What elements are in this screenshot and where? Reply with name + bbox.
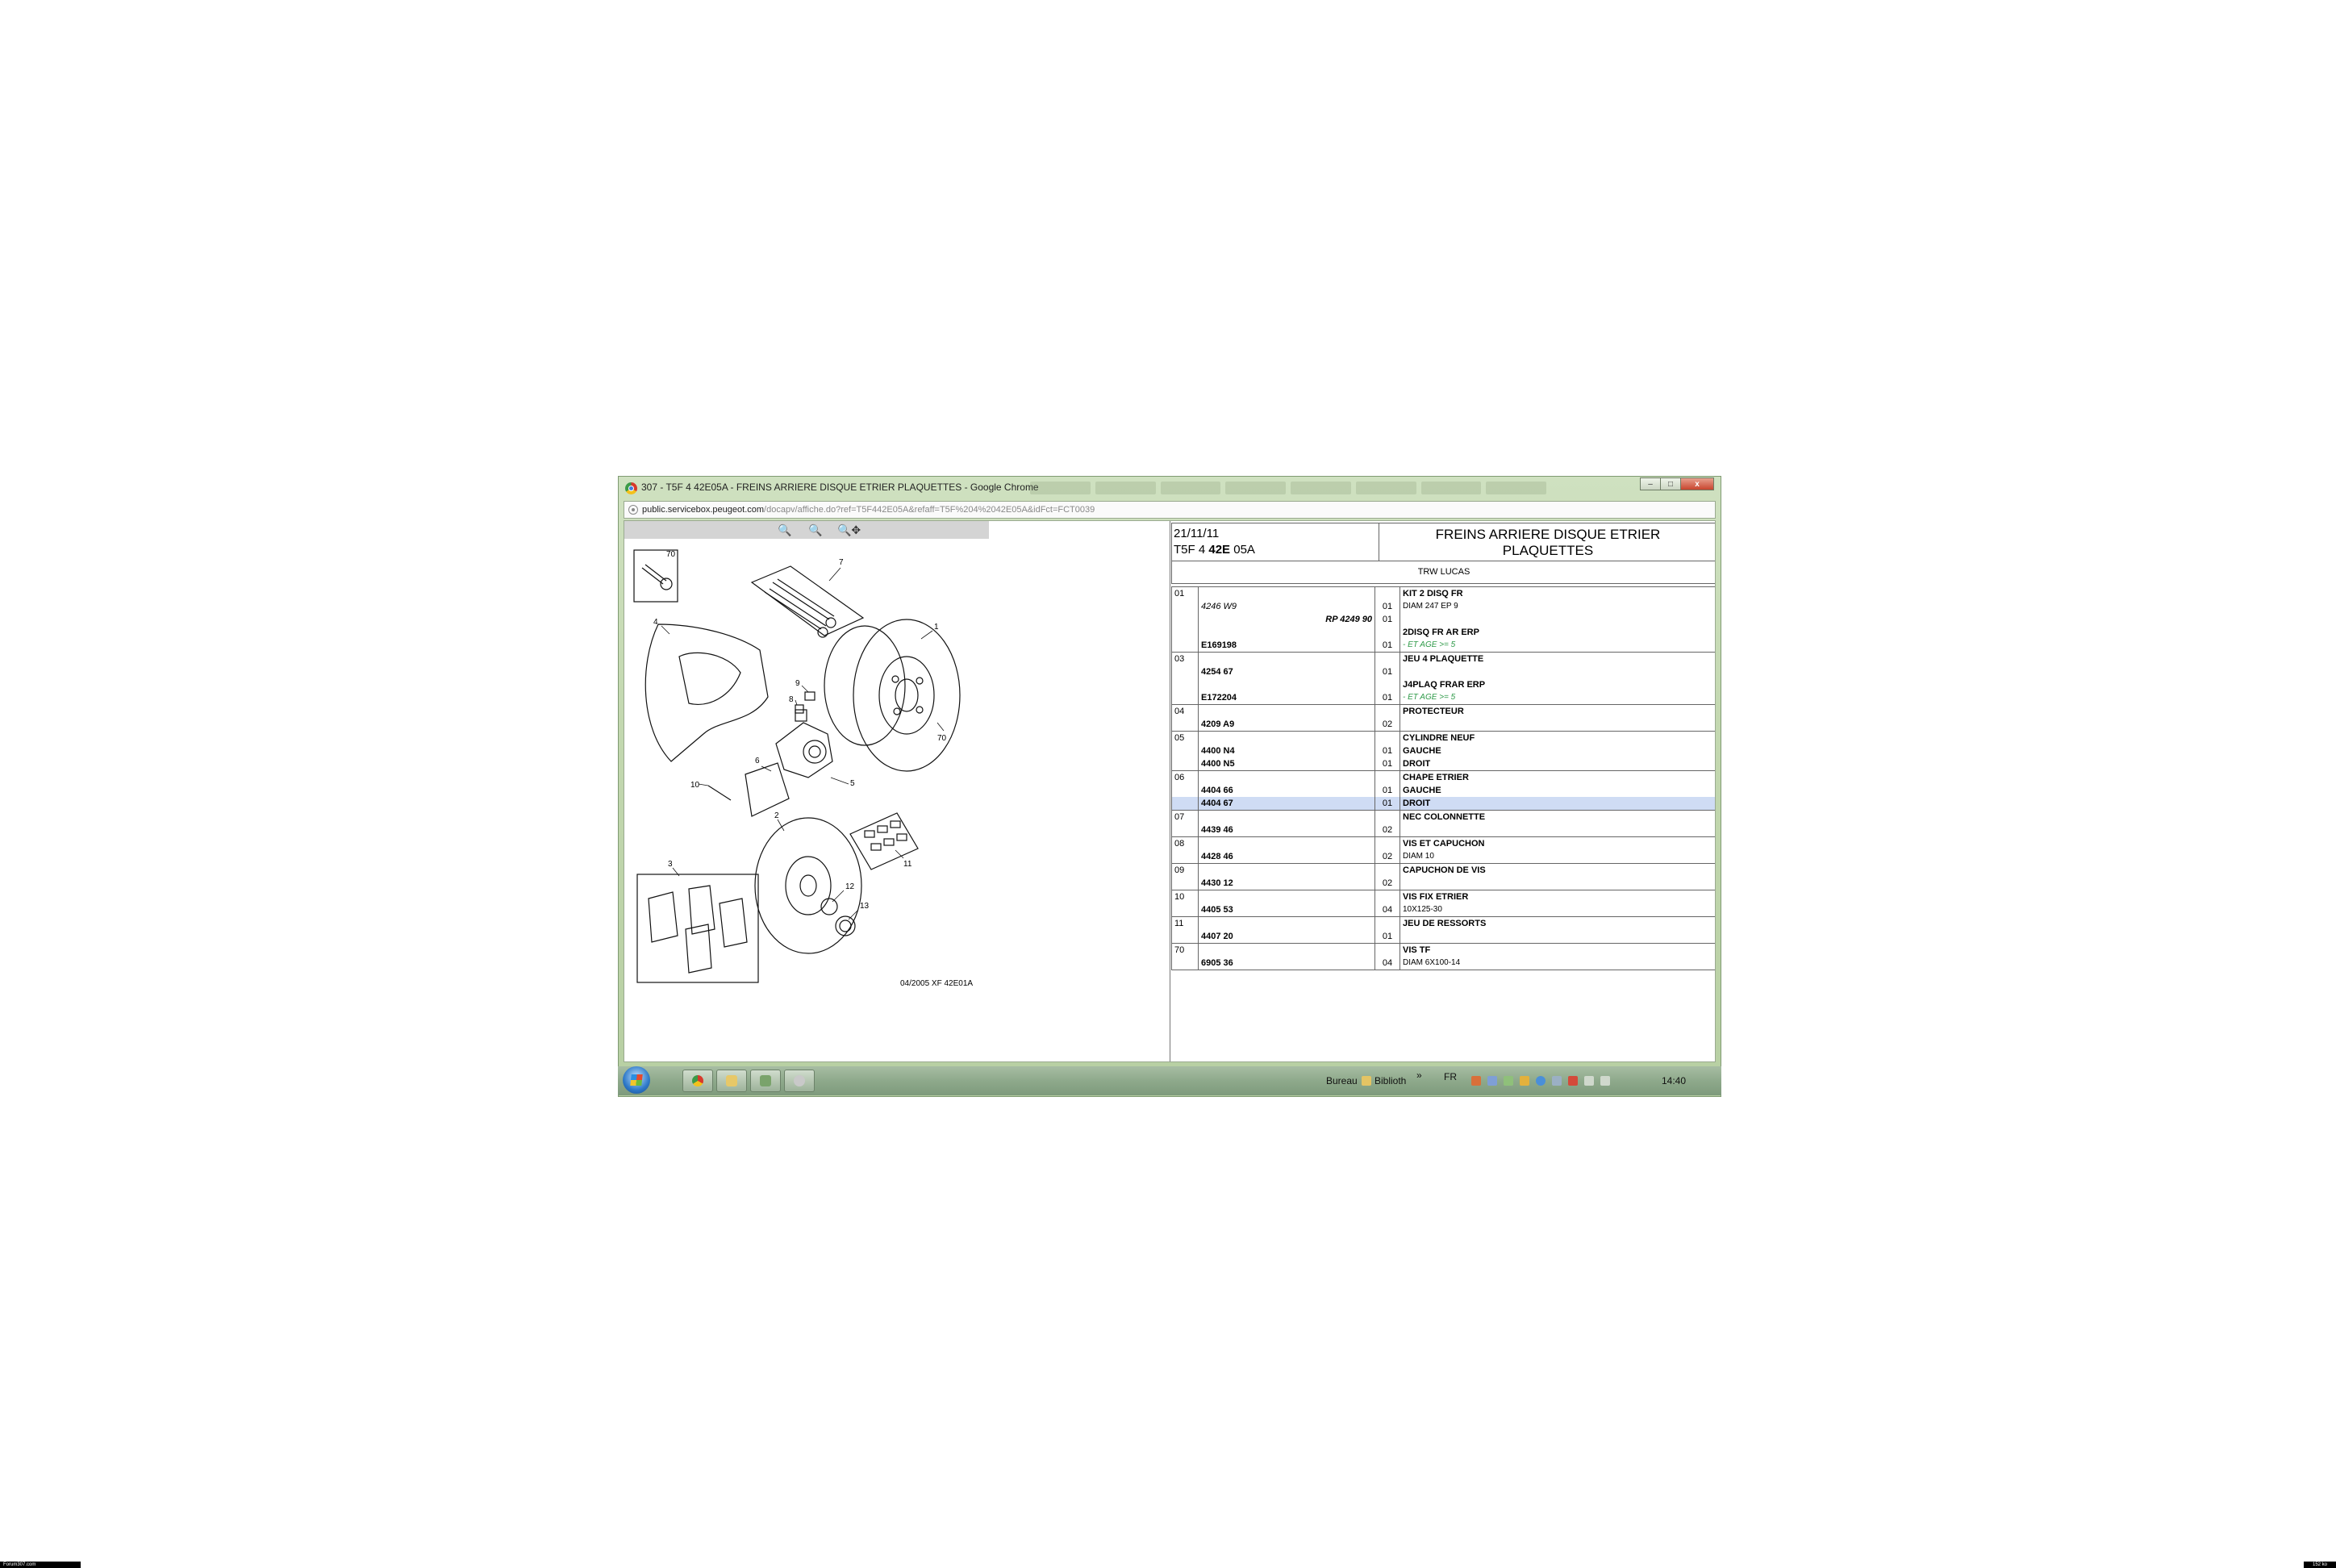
zoom-out-icon[interactable]: 🔍 bbox=[808, 523, 823, 536]
tray-monitor-icon[interactable] bbox=[1584, 1076, 1594, 1086]
callout-2: 2 bbox=[774, 811, 779, 820]
part-quantity: 02 bbox=[1375, 718, 1400, 732]
part-quantity: 01 bbox=[1375, 691, 1400, 705]
item-number: 70 bbox=[1172, 944, 1199, 957]
app-icon bbox=[760, 1075, 771, 1086]
callout-7: 7 bbox=[839, 558, 844, 567]
tray-user-icon[interactable] bbox=[1520, 1076, 1529, 1086]
title-line-2: PLAQUETTES bbox=[1502, 543, 1594, 558]
bolt-kit-box bbox=[752, 566, 863, 636]
table-row[interactable] bbox=[1172, 890, 1717, 904]
part-quantity: 02 bbox=[1375, 824, 1400, 837]
part-quantity bbox=[1375, 653, 1400, 666]
item-number: 05 bbox=[1172, 732, 1199, 745]
table-row[interactable] bbox=[1172, 757, 1717, 771]
window-controls bbox=[1641, 477, 1714, 490]
part-reference bbox=[1199, 771, 1375, 785]
item-number bbox=[1172, 903, 1199, 917]
part-reference: 4209 A9 bbox=[1199, 718, 1375, 732]
tray-app-icon[interactable] bbox=[1471, 1076, 1481, 1086]
part-description: PROTECTEUR bbox=[1400, 705, 1717, 719]
item-number: 08 bbox=[1172, 837, 1199, 851]
item-number: 11 bbox=[1172, 917, 1199, 931]
item-number bbox=[1172, 930, 1199, 944]
part-description bbox=[1400, 930, 1717, 944]
part-reference bbox=[1199, 864, 1375, 878]
item-number bbox=[1172, 691, 1199, 705]
part-reference: 4407 20 bbox=[1199, 930, 1375, 944]
watermark-right: 152 ko bbox=[2304, 1562, 2336, 1568]
toolbar-biblioth[interactable]: Biblioth bbox=[1374, 1075, 1407, 1086]
item-number bbox=[1172, 613, 1199, 626]
table-row[interactable] bbox=[1172, 691, 1717, 705]
table-row[interactable] bbox=[1172, 653, 1717, 666]
header-date: 21/11/11 bbox=[1174, 527, 1220, 540]
disc-1-drawing bbox=[824, 619, 960, 771]
part-quantity bbox=[1375, 811, 1400, 824]
taskbar-settings-button[interactable] bbox=[784, 1070, 815, 1092]
browser-window bbox=[618, 476, 1721, 1097]
part-quantity bbox=[1375, 678, 1400, 691]
part-reference: 4405 53 bbox=[1199, 903, 1375, 917]
header-reference bbox=[1174, 543, 1255, 557]
toolbar-overflow-chevron[interactable]: » bbox=[1416, 1070, 1422, 1081]
maximize-button[interactable]: □ bbox=[1660, 477, 1681, 490]
part-description: KIT 2 DISQ FR bbox=[1400, 587, 1717, 601]
part-description bbox=[1400, 824, 1717, 837]
url-host: public.servicebox.peugeot.com bbox=[642, 505, 765, 515]
part-description: CAPUCHON DE VIS bbox=[1400, 864, 1717, 878]
item-number bbox=[1172, 824, 1199, 837]
table-row[interactable] bbox=[1172, 665, 1717, 678]
table-row[interactable] bbox=[1172, 718, 1717, 732]
part-reference: 4404 67 bbox=[1199, 797, 1375, 811]
part-reference bbox=[1199, 732, 1375, 745]
item-number: 06 bbox=[1172, 771, 1199, 785]
volume-icon[interactable] bbox=[1600, 1076, 1610, 1086]
part-quantity: 01 bbox=[1375, 639, 1400, 653]
taskbar bbox=[618, 1066, 1721, 1095]
tray-drive-icon[interactable] bbox=[1552, 1076, 1562, 1086]
part-reference: 4430 12 bbox=[1199, 877, 1375, 890]
parts-header bbox=[1171, 523, 1716, 561]
part-reference bbox=[1199, 837, 1375, 851]
bolt-kit-drawing bbox=[765, 579, 836, 637]
header-title bbox=[1380, 527, 1716, 559]
part-description: DROIT bbox=[1400, 757, 1717, 771]
callout-1: 1 bbox=[934, 623, 939, 632]
part-description: JEU 4 PLAQUETTE bbox=[1400, 653, 1717, 666]
background-tabs bbox=[1030, 482, 1546, 494]
item-number: 01 bbox=[1172, 587, 1199, 601]
bleed-screw-8 bbox=[795, 705, 803, 713]
ref-bold: 42E bbox=[1208, 543, 1231, 557]
part-reference: 4400 N4 bbox=[1199, 744, 1375, 757]
callout-8: 8 bbox=[789, 695, 794, 704]
table-row[interactable] bbox=[1172, 850, 1717, 864]
callout-4: 4 bbox=[653, 618, 658, 627]
part-reference bbox=[1199, 678, 1375, 691]
part-reference bbox=[1199, 944, 1375, 957]
part-description: VIS ET CAPUCHON bbox=[1400, 837, 1717, 851]
part-description: VIS FIX ETRIER bbox=[1400, 890, 1717, 904]
part-quantity bbox=[1375, 587, 1400, 601]
folder-icon bbox=[726, 1075, 737, 1086]
zoom-fit-icon[interactable]: 🔍✥ bbox=[837, 523, 861, 536]
seal-13-inner bbox=[840, 920, 851, 932]
part-description: VIS TF bbox=[1400, 944, 1717, 957]
screw-70-drawing bbox=[642, 565, 672, 590]
tray-sync-icon[interactable] bbox=[1504, 1076, 1513, 1086]
library-icon bbox=[1362, 1076, 1371, 1086]
taskbar-chrome-button[interactable] bbox=[682, 1070, 713, 1092]
table-row[interactable] bbox=[1172, 744, 1717, 757]
title-bar[interactable] bbox=[619, 477, 1721, 499]
callout-3: 3 bbox=[668, 860, 673, 869]
part-reference: 4254 67 bbox=[1199, 665, 1375, 678]
ref-suffix: 05A bbox=[1230, 543, 1255, 557]
part-description: NEC COLONNETTE bbox=[1400, 811, 1717, 824]
page-content bbox=[624, 520, 1716, 1062]
item-number: 04 bbox=[1172, 705, 1199, 719]
part-description bbox=[1400, 665, 1717, 678]
backing-plate-drawing bbox=[645, 624, 768, 761]
item-number bbox=[1172, 600, 1199, 613]
part-reference bbox=[1199, 587, 1375, 601]
taskbar-explorer-button[interactable] bbox=[716, 1070, 747, 1092]
spring-kit-details bbox=[865, 821, 907, 850]
callout-5: 5 bbox=[850, 779, 855, 788]
chrome-icon bbox=[625, 482, 637, 494]
part-quantity bbox=[1375, 864, 1400, 878]
minimize-button[interactable]: – bbox=[1640, 477, 1661, 490]
part-reference bbox=[1199, 653, 1375, 666]
part-reference: 4246 W9 bbox=[1199, 600, 1375, 613]
part-quantity: 01 bbox=[1375, 744, 1400, 757]
brake-pads-drawing bbox=[649, 886, 747, 973]
part-reference bbox=[1199, 917, 1375, 931]
table-row[interactable] bbox=[1172, 613, 1717, 626]
part-reference: 4439 46 bbox=[1199, 824, 1375, 837]
part-description: DIAM 10 bbox=[1400, 850, 1717, 864]
part-quantity: 01 bbox=[1375, 784, 1400, 797]
table-row[interactable] bbox=[1172, 705, 1717, 719]
pads-inset-box bbox=[637, 874, 758, 982]
callout-10: 10 bbox=[690, 781, 700, 790]
item-number bbox=[1172, 797, 1199, 811]
tray-network-icon[interactable] bbox=[1487, 1076, 1497, 1086]
item-number bbox=[1172, 957, 1199, 970]
table-row[interactable] bbox=[1172, 864, 1717, 878]
seal-13 bbox=[836, 916, 855, 936]
part-quantity: 04 bbox=[1375, 957, 1400, 970]
table-row[interactable] bbox=[1172, 732, 1717, 745]
table-row[interactable] bbox=[1172, 824, 1717, 837]
table-row[interactable] bbox=[1172, 600, 1717, 613]
item-number bbox=[1172, 850, 1199, 864]
close-button[interactable]: x bbox=[1680, 477, 1714, 490]
part-quantity: 02 bbox=[1375, 877, 1400, 890]
part-reference: 4428 46 bbox=[1199, 850, 1375, 864]
part-description: 2DISQ FR AR ERP bbox=[1400, 626, 1717, 639]
part-description: CYLINDRE NEUF bbox=[1400, 732, 1717, 745]
table-row[interactable] bbox=[1172, 587, 1717, 601]
bolt-10 bbox=[708, 786, 731, 800]
ref-prefix: T5F 4 bbox=[1174, 543, 1209, 557]
part-description bbox=[1400, 613, 1717, 626]
part-quantity: 04 bbox=[1375, 903, 1400, 917]
part-reference: 4400 N5 bbox=[1199, 757, 1375, 771]
part-quantity: 01 bbox=[1375, 757, 1400, 771]
callout-6: 6 bbox=[755, 757, 760, 765]
table-row[interactable] bbox=[1172, 877, 1717, 890]
part-reference: 4404 66 bbox=[1199, 784, 1375, 797]
callout-70-top: 70 bbox=[666, 550, 676, 559]
part-reference bbox=[1199, 626, 1375, 639]
part-reference: RP 4249 90 bbox=[1199, 613, 1375, 626]
part-quantity bbox=[1375, 705, 1400, 719]
zoom-toolbar bbox=[624, 521, 989, 539]
table-row[interactable] bbox=[1172, 639, 1717, 653]
tray-flag-icon[interactable] bbox=[1568, 1076, 1578, 1086]
part-quantity bbox=[1375, 626, 1400, 639]
taskbar-app-button[interactable] bbox=[750, 1070, 781, 1092]
part-description bbox=[1400, 718, 1717, 732]
table-row[interactable] bbox=[1172, 771, 1717, 785]
part-description: GAUCHE bbox=[1400, 744, 1717, 757]
watermark-left: Forum307.com bbox=[0, 1562, 81, 1568]
url-path: /docapv/affiche.do?ref=T5F442E05A&refaff=T5F%204%2042E05A&idFct=FCT0039 bbox=[764, 505, 1095, 515]
chrome-icon bbox=[692, 1075, 703, 1086]
parts-table bbox=[1171, 586, 1716, 970]
item-number bbox=[1172, 744, 1199, 757]
part-quantity: 01 bbox=[1375, 613, 1400, 626]
part-reference bbox=[1199, 811, 1375, 824]
table-row[interactable] bbox=[1172, 903, 1717, 917]
part-description: DROIT bbox=[1400, 797, 1717, 811]
zoom-in-icon[interactable]: 🔍 bbox=[778, 523, 792, 536]
part-reference: E169198 bbox=[1199, 639, 1375, 653]
table-row-selected[interactable] bbox=[1172, 797, 1717, 811]
callout-70-right: 70 bbox=[937, 734, 947, 743]
part-description bbox=[1400, 877, 1717, 890]
item-number: 09 bbox=[1172, 864, 1199, 878]
item-number bbox=[1172, 665, 1199, 678]
part-quantity bbox=[1375, 917, 1400, 931]
part-quantity bbox=[1375, 771, 1400, 785]
part-quantity bbox=[1375, 837, 1400, 851]
start-button[interactable] bbox=[623, 1066, 650, 1094]
address-bar[interactable] bbox=[624, 501, 1716, 519]
part-quantity bbox=[1375, 732, 1400, 745]
item-number bbox=[1172, 678, 1199, 691]
window-title: 307 - T5F 4 42E05A - FREINS ARRIERE DISQUE ETRIER PLAQUETTES - Google Chrome bbox=[641, 482, 1039, 493]
item-number bbox=[1172, 877, 1199, 890]
item-number bbox=[1172, 626, 1199, 639]
item-number bbox=[1172, 639, 1199, 653]
part-description: - ET AGE >= 5 bbox=[1400, 639, 1717, 653]
table-row[interactable] bbox=[1172, 784, 1717, 797]
item-number bbox=[1172, 757, 1199, 771]
part-reference bbox=[1199, 705, 1375, 719]
callout-11: 11 bbox=[903, 860, 912, 869]
item-number: 07 bbox=[1172, 811, 1199, 824]
diagram-caption: 04/2005 XF 42E01A bbox=[900, 979, 974, 988]
toolbar-bureau[interactable]: Bureau bbox=[1326, 1075, 1358, 1086]
callout-12: 12 bbox=[845, 882, 855, 891]
item-number bbox=[1172, 718, 1199, 732]
part-reference: 6905 36 bbox=[1199, 957, 1375, 970]
part-description: DIAM 247 EP 9 bbox=[1400, 600, 1717, 613]
tray-globe-icon[interactable] bbox=[1536, 1076, 1546, 1086]
part-quantity: 01 bbox=[1375, 930, 1400, 944]
part-quantity: 01 bbox=[1375, 797, 1400, 811]
item-number: 03 bbox=[1172, 653, 1199, 666]
bleed-cap-9 bbox=[805, 692, 815, 700]
part-reference: E172204 bbox=[1199, 691, 1375, 705]
url-text[interactable] bbox=[642, 505, 1095, 515]
part-description: JEU DE RESSORTS bbox=[1400, 917, 1717, 931]
table-row[interactable] bbox=[1172, 930, 1717, 944]
table-row[interactable] bbox=[1172, 917, 1717, 931]
backing-plate-cutout bbox=[679, 653, 740, 704]
table-row[interactable] bbox=[1172, 837, 1717, 851]
part-quantity: 02 bbox=[1375, 850, 1400, 864]
taskbar-clock[interactable]: 14:40 bbox=[1662, 1075, 1687, 1086]
parts-diagram bbox=[631, 544, 986, 995]
part-description: CHAPE ETRIER bbox=[1400, 771, 1717, 785]
title-line-1: FREINS ARRIERE DISQUE ETRIER bbox=[1435, 527, 1661, 542]
part-description: - ET AGE >= 5 bbox=[1400, 691, 1717, 705]
table-row[interactable] bbox=[1172, 944, 1717, 957]
page-icon bbox=[628, 505, 638, 515]
part-quantity: 01 bbox=[1375, 665, 1400, 678]
part-description: GAUCHE bbox=[1400, 784, 1717, 797]
callout-leaders bbox=[661, 568, 944, 920]
item-number: 10 bbox=[1172, 890, 1199, 904]
part-description: DIAM 6X100-14 bbox=[1400, 957, 1717, 970]
part-description: J4PLAQ FRAR ERP bbox=[1400, 678, 1717, 691]
language-indicator[interactable]: FR bbox=[1444, 1071, 1457, 1082]
table-row[interactable] bbox=[1172, 957, 1717, 970]
table-row[interactable] bbox=[1172, 678, 1717, 691]
part-quantity bbox=[1375, 944, 1400, 957]
table-row[interactable] bbox=[1172, 626, 1717, 639]
part-quantity: 01 bbox=[1375, 600, 1400, 613]
item-number bbox=[1172, 784, 1199, 797]
parts-panel bbox=[1171, 523, 1716, 970]
part-description: 10X125-30 bbox=[1400, 903, 1717, 917]
table-row[interactable] bbox=[1172, 811, 1717, 824]
callout-9: 9 bbox=[795, 679, 800, 688]
gear-icon bbox=[794, 1075, 805, 1086]
manufacturer-label: TRW LUCAS bbox=[1171, 561, 1716, 584]
part-quantity bbox=[1375, 890, 1400, 904]
callout-13: 13 bbox=[860, 902, 870, 911]
part-reference bbox=[1199, 890, 1375, 904]
